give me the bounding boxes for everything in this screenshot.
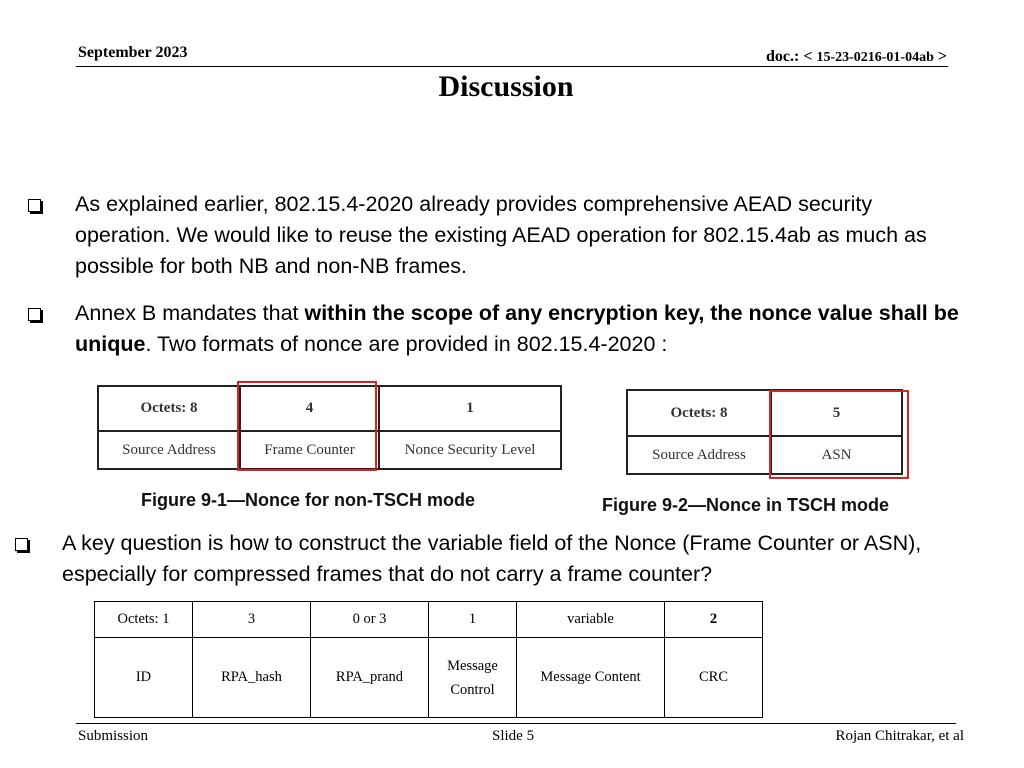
bullet-2-post: . Two formats of nonce are provided in 802.15.4-2020 : — [145, 332, 668, 356]
field-cell: Message Content — [517, 638, 665, 718]
octets-cell: 4 — [240, 386, 379, 431]
field-cell: Nonce Security Level — [379, 431, 561, 469]
footer-submission: Submission — [78, 728, 149, 744]
octets-cell: 1 — [429, 602, 517, 638]
doc-end: > — [937, 48, 947, 65]
bullet-2-text — [75, 298, 975, 360]
slide-title: Discussion — [438, 70, 574, 103]
header-date: September 2023 — [78, 44, 188, 61]
footer-divider — [76, 723, 956, 724]
field-cell: Message Control — [429, 638, 517, 718]
field-cell: ID — [95, 638, 193, 718]
frame-counter-highlight — [237, 381, 377, 471]
field-cell: Frame Counter — [240, 431, 379, 469]
doc-label: doc.: < — [765, 48, 813, 65]
header-doc-id — [766, 48, 947, 66]
bullet-1-text: As explained earlier, 802.15.4-2020 already provides comprehensive AEAD security operation. We would like to reuse the existing AEAD operation for 802.15.4ab as much as possible for both NB and non-NB frames. — [75, 192, 927, 278]
octets-cell: 0 or 3 — [311, 602, 429, 638]
figure-1-caption: Figure 9-1—Nonce for non-TSCH mode — [141, 490, 476, 510]
checkbox-bullet-icon — [15, 538, 28, 551]
footer-slide-number: Slide 5 — [492, 728, 535, 744]
field-cell: Source Address — [98, 431, 240, 469]
field-cell: ASN — [771, 436, 902, 474]
octets-cell: Octets: 8 — [98, 386, 240, 431]
field-cell: Source Address — [627, 436, 771, 474]
octets-cell: variable — [517, 602, 665, 638]
footer-author: Rojan Chitrakar, et al — [835, 728, 964, 744]
field-cell: CRC — [665, 638, 763, 718]
checkbox-bullet-icon — [28, 308, 41, 321]
octets-cell: 1 — [379, 386, 561, 431]
bullet-2-pre: Annex B mandates that — [75, 301, 305, 325]
bullet-2-bold: within the scope of any encryption key, the nonce value shall be unique — [75, 301, 959, 356]
doc-number: 15-23-0216-01-04ab — [816, 50, 934, 65]
field-cell: RPA_hash — [193, 638, 311, 718]
octets-cell: 2 — [665, 602, 763, 638]
octets-cell: Octets: 8 — [627, 390, 771, 436]
field-cell: RPA_prand — [311, 638, 429, 718]
octets-cell: 3 — [193, 602, 311, 638]
octets-cell: 5 — [771, 390, 902, 436]
header-divider — [76, 66, 948, 67]
bullet-3-text: A key question is how to construct the variable field of the Nonce (Frame Counter or ASN), especially for compressed frames that do not carry a frame counter? — [62, 531, 922, 586]
figure-2-caption: Figure 9-2—Nonce in TSCH mode — [602, 495, 890, 515]
checkbox-bullet-icon — [28, 199, 41, 212]
octets-cell: Octets: 1 — [95, 602, 193, 638]
asn-highlight — [769, 390, 909, 479]
frame-format-table — [94, 601, 763, 718]
